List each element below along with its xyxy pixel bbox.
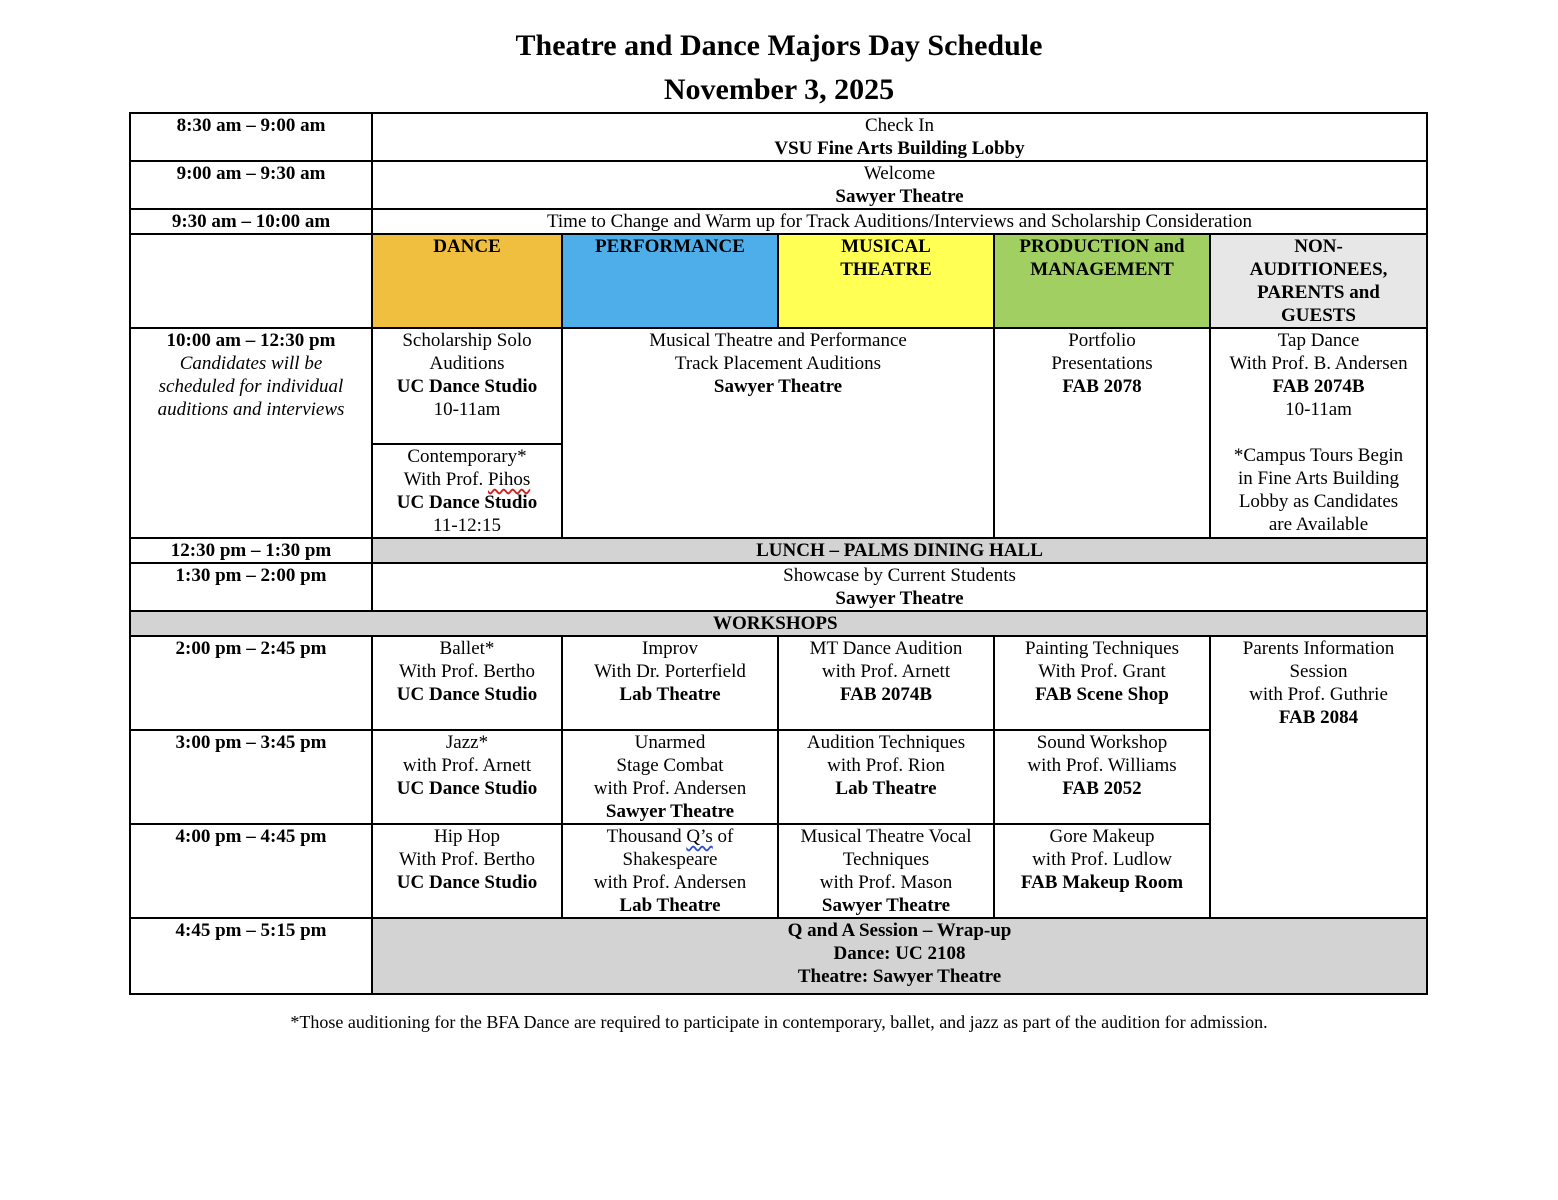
spellcheck-underline: Pihos (487, 469, 531, 490)
event-location: FAB Makeup Room (1020, 872, 1184, 893)
dance-contemporary-cell (372, 444, 562, 538)
event-instructor: With Dr. Porterfield (594, 661, 746, 682)
tours-note: in Fine Arts Building (1238, 468, 1399, 489)
event-instructor: With Prof. Grant (1038, 661, 1166, 682)
event-name: Ballet* (439, 638, 495, 659)
event-location: FAB Scene Shop (1035, 684, 1169, 705)
ws3-production-cell (994, 824, 1210, 918)
row-workshops-header (130, 611, 1427, 636)
event-location: Sawyer Theatre (835, 186, 964, 207)
event-location: FAB 2052 (1062, 778, 1142, 799)
time-cell: 4:45 pm – 5:15 pm (130, 918, 372, 994)
row-track-headers (130, 234, 1427, 328)
event-name: Thousand Q’s of (606, 826, 734, 847)
ws1-performance-cell (562, 636, 778, 730)
track-header-musical-theatre: MUSICAL THEATRE (778, 234, 994, 328)
row-checkin (130, 113, 1427, 161)
event-name: Welcome (863, 163, 936, 184)
event-location: FAB 2074B (839, 684, 932, 705)
event-name: Sound Workshop (1036, 732, 1168, 753)
tours-note: are Available (1268, 514, 1369, 535)
row-showcase (130, 563, 1427, 611)
event-time: 10-11am (433, 399, 501, 420)
event-location: UC Dance Studio (396, 872, 538, 893)
placement-auditions-cell (562, 328, 994, 538)
event-instructor: with Prof. Mason (819, 872, 953, 893)
time-cell: 1:30 pm – 2:00 pm (130, 563, 372, 611)
event-location: UC Dance Studio (396, 376, 538, 397)
event-instructor: with Prof. Arnett (821, 661, 951, 682)
footnote: *Those auditioning for the BFA Dance are required to participate in contemporary, ballet, and jazz as part of the audition for admission. (290, 1012, 1268, 1032)
event-location: Sawyer Theatre (821, 895, 951, 916)
event-location: Lab Theatre (619, 684, 721, 705)
event-name: Jazz* (445, 732, 489, 753)
event-instructor: with Prof. Ludlow (1032, 849, 1172, 870)
note-line: scheduled for individual (158, 376, 344, 397)
time-cell: 9:30 am – 10:00 am (130, 209, 372, 234)
event-name: Parents Information (1242, 638, 1395, 659)
event-instructor: with Prof. Andersen (593, 778, 747, 799)
event-name: Improv (642, 638, 698, 659)
event-name: Hip Hop (434, 826, 500, 847)
time-cell: 9:00 am – 9:30 am (130, 161, 372, 209)
time-cell: 8:30 am – 9:00 am (130, 113, 372, 161)
parents-session-cell (1210, 636, 1427, 918)
ws2-performance-cell (562, 730, 778, 824)
event-location: Dance: UC 2108 (833, 943, 966, 964)
ws3-dance-cell (372, 824, 562, 918)
event-location: Sawyer Theatre (713, 376, 843, 397)
event-instructor: with Prof. Arnett (402, 755, 532, 776)
portfolio-cell (994, 328, 1210, 538)
morning-time-cell (130, 328, 372, 538)
event-name: Q and A Session – Wrap-up (787, 920, 1012, 941)
event-name: Musical Theatre and Performance (649, 330, 907, 351)
event-name: Presentations (1051, 353, 1153, 374)
lunch-cell: LUNCH – PALMS DINING HALL (372, 538, 1427, 563)
page-title: Theatre and Dance Majors Day Schedule (515, 29, 1043, 62)
event-name: Techniques (842, 849, 930, 870)
welcome-cell (372, 161, 1427, 209)
time-cell: 3:00 pm – 3:45 pm (130, 730, 372, 824)
event-name: Gore Makeup (1049, 826, 1155, 847)
time-cell: 4:00 pm – 4:45 pm (130, 824, 372, 918)
event-name: Unarmed (634, 732, 706, 753)
event-name: Audition Techniques (806, 732, 966, 753)
empty-header-cell (130, 234, 372, 328)
event-instructor: with Prof. Andersen (593, 872, 747, 893)
ws2-production-cell (994, 730, 1210, 824)
event-location: Lab Theatre (619, 895, 721, 916)
checkin-cell (372, 113, 1427, 161)
wrapup-cell (372, 918, 1427, 994)
tap-dance-cell (1210, 328, 1427, 538)
schedule-table (129, 112, 1428, 995)
event-name: Stage Combat (616, 755, 724, 776)
track-header-non-auditionees: NON-AUDITIONEES, PARENTS and GUESTS (1210, 234, 1427, 328)
event-name: Contemporary* (407, 446, 527, 467)
grammar-underline: Q’s (686, 826, 713, 847)
event-location: Theatre: Sawyer Theatre (797, 966, 1002, 987)
event-location: Lab Theatre (835, 778, 937, 799)
note-line: auditions and interviews (157, 399, 345, 420)
event-instructor: With Prof. Pihos (403, 469, 531, 490)
row-lunch (130, 538, 1427, 563)
row-workshop-1 (130, 636, 1427, 730)
event-location: UC Dance Studio (396, 684, 538, 705)
event-name: Painting Techniques (1025, 638, 1179, 659)
event-location: FAB 2078 (1062, 376, 1142, 397)
event-time: 10-11am (1285, 399, 1352, 420)
event-instructor: with Prof. Williams (1027, 755, 1177, 776)
ws1-dance-cell (372, 636, 562, 730)
event-location: FAB 2074B (1272, 376, 1365, 397)
workshops-header: WORKSHOPS (130, 611, 1427, 636)
showcase-cell (372, 563, 1427, 611)
tours-note: *Campus Tours Begin (1233, 445, 1404, 466)
event-location: Sawyer Theatre (835, 588, 964, 609)
event-instructor: with Prof. Rion (827, 755, 945, 776)
track-header-dance: DANCE (372, 234, 562, 328)
event-name: MT Dance Audition (809, 638, 963, 659)
event-name: Session (1289, 661, 1348, 682)
tours-note: Lobby as Candidates (1238, 491, 1399, 512)
event-name: Tap Dance (1277, 330, 1360, 351)
row-welcome (130, 161, 1427, 209)
ws2-mt-cell (778, 730, 994, 824)
event-name: Portfolio (1068, 330, 1136, 351)
ws1-mt-cell (778, 636, 994, 730)
event-time: 11-12:15 (433, 515, 501, 536)
ws2-dance-cell (372, 730, 562, 824)
ws3-mt-cell (778, 824, 994, 918)
track-header-performance: PERFORMANCE (562, 234, 778, 328)
event-location: UC Dance Studio (396, 492, 538, 513)
warmup-cell: Time to Change and Warm up for Track Auditions/Interviews and Scholarship Consideration (372, 209, 1427, 234)
ws3-performance-cell (562, 824, 778, 918)
row-warmup (130, 209, 1427, 234)
row-morning-a (130, 328, 1427, 444)
event-location: VSU Fine Arts Building Lobby (774, 138, 1025, 159)
event-name: Track Placement Auditions (674, 353, 882, 374)
event-name: Shakespeare (622, 849, 718, 870)
dance-solo-cell (372, 328, 562, 444)
time-label: 10:00 am – 12:30 pm (166, 330, 336, 351)
track-header-production: PRODUCTION and MANAGEMENT (994, 234, 1210, 328)
event-instructor: With Prof. Bertho (399, 661, 535, 682)
page-date: November 3, 2025 (663, 73, 895, 106)
event-location: UC Dance Studio (396, 778, 538, 799)
event-name: Scholarship Solo (402, 330, 532, 351)
event-instructor: with Prof. Guthrie (1249, 684, 1388, 705)
event-instructor: With Prof. B. Andersen (1229, 353, 1408, 374)
event-instructor: With Prof. Bertho (399, 849, 535, 870)
event-location: FAB 2084 (1278, 707, 1359, 728)
event-name: Musical Theatre Vocal (800, 826, 972, 847)
event-name: Check In (864, 115, 935, 136)
note-line: Candidates will be (179, 353, 323, 374)
event-location: Sawyer Theatre (605, 801, 735, 822)
row-wrapup (130, 918, 1427, 994)
ws1-production-cell (994, 636, 1210, 730)
event-name: Auditions (429, 353, 505, 374)
time-cell: 12:30 pm – 1:30 pm (130, 538, 372, 563)
event-name: Showcase by Current Students (783, 565, 1016, 586)
time-cell: 2:00 pm – 2:45 pm (130, 636, 372, 730)
